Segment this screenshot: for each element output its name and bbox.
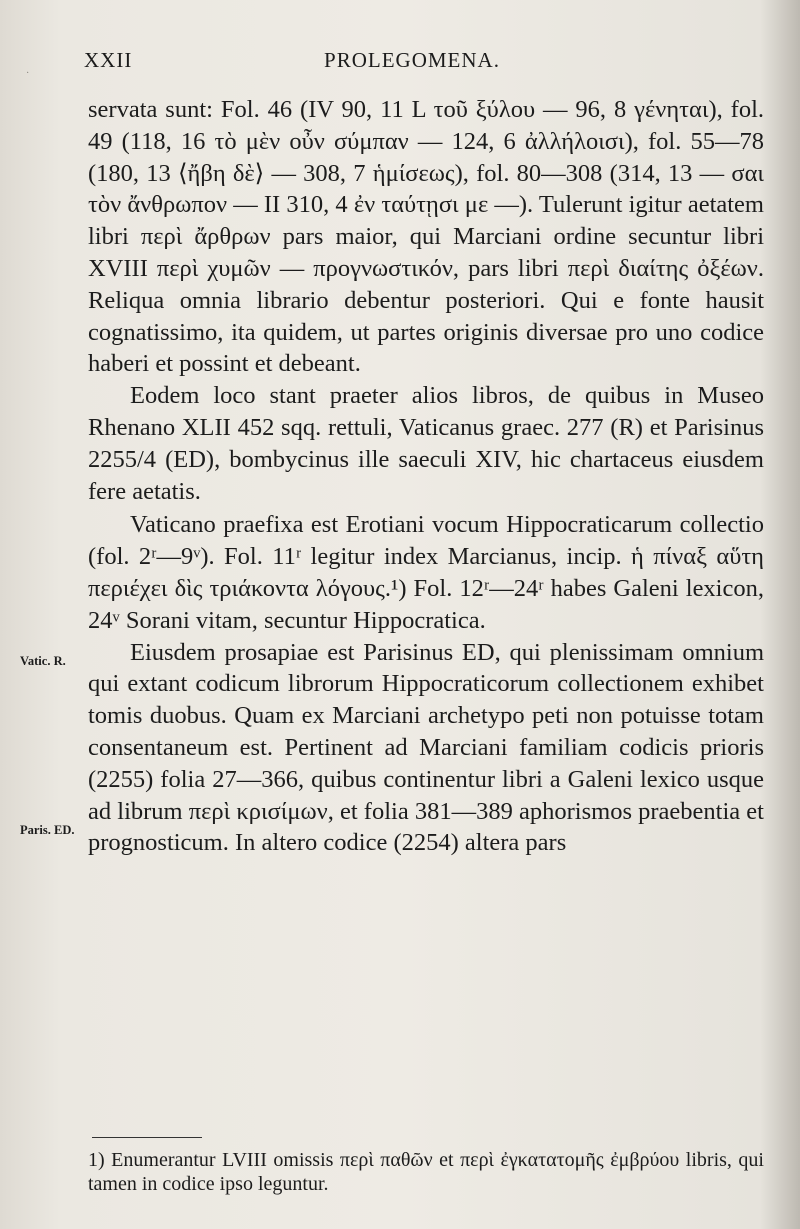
margin-note-vatic: Vatic. R. [20,654,66,668]
footnote-text: 1) Enumerantur LVIII omissis περὶ παθῶν et περὶ ἐγκατατομῆς ἐμβρύου libris, qui tamen in codice ipso leguntur. [88,1149,764,1195]
page-header [84,48,740,80]
paragraph-4: Eiusdem prosapiae est Parisinus ED, qui plenissimam omnium qui extant codicum librorum Hippocraticorum collectionem exhibet tomis duobus. Quam ex Marciani archetypo peti non potuisse totam consentaneum est. Pertinent ad Marciani familiam codicis prioris (2255) folia 27—366, quibus continentur libri a Galeni lexico usque ad librum περὶ κρισίμων, et folia 381—389 aphorismos praebentia et prognosticum. In altero codice (2254) altera pars [88,638,764,857]
paragraph-3: Vaticano praefixa est Erotiani vocum Hippocraticarum collectio (fol. 2ʳ—9ᵛ). Fol. 11ʳ legitur index Marcianus, incip. ἡ πίναξ αὕτη περιέχει δὶς τριάκοντα λόγους.¹) Fol. 12ʳ—24ʳ habes Galeni lexicon, 24ᵛ Sorani vitam, secuntur Hippocratica. [88,511,764,634]
margin-note-paris: Paris. ED. [20,823,75,837]
paragraph-1: servata sunt: Fol. 46 (IV 90, 11 L τοῦ ξύλου — 96, 8 γένηται), fol. 49 (118, 16 τὸ μὲν οὖν σύμπαν — 124, 6 ἀλλήλοισι), fol. 55—78 (180, 13 ⟨ἤβη δὲ⟩ — 308, 7 ἡμίσεως), fol. 80—308 (314, 13 — σαι τὸν ἄνθρωπον — II 310, 4 ἐν ταύτῃσι με —). Tulerunt igitur aetatem libri περὶ ἄρθρων pars maior, qui Marciani ordine secuntur libri XVIII περὶ χυμῶν — προγνωστικόν, pars libri περὶ διαίτης ὀξέων. Reliqua omnia librario debentur posteriori. Qui e fonte hausit cognatissimo, ita quidem, ut partes originis diversae pro uno codice haberi et possint et debeant. [88,96,764,378]
footnote [88,1148,764,1196]
page-number: XXII [84,48,133,72]
paragraph-2: Eodem loco stant praeter alios libros, de quibus in Museo Rhenano XLII 452 sqq. rettuli, Vaticanus graec. 277 (R) et Parisinus 2255/4 (ED), bombycinus ille saeculi XIV, hic chartaceus eiusdem fere aetatis. [88,382,764,505]
footnote-rule [92,1137,202,1138]
main-text [88,94,764,859]
margin-mark: · [26,68,30,79]
running-title: PROLEGOMENA. [324,48,500,72]
